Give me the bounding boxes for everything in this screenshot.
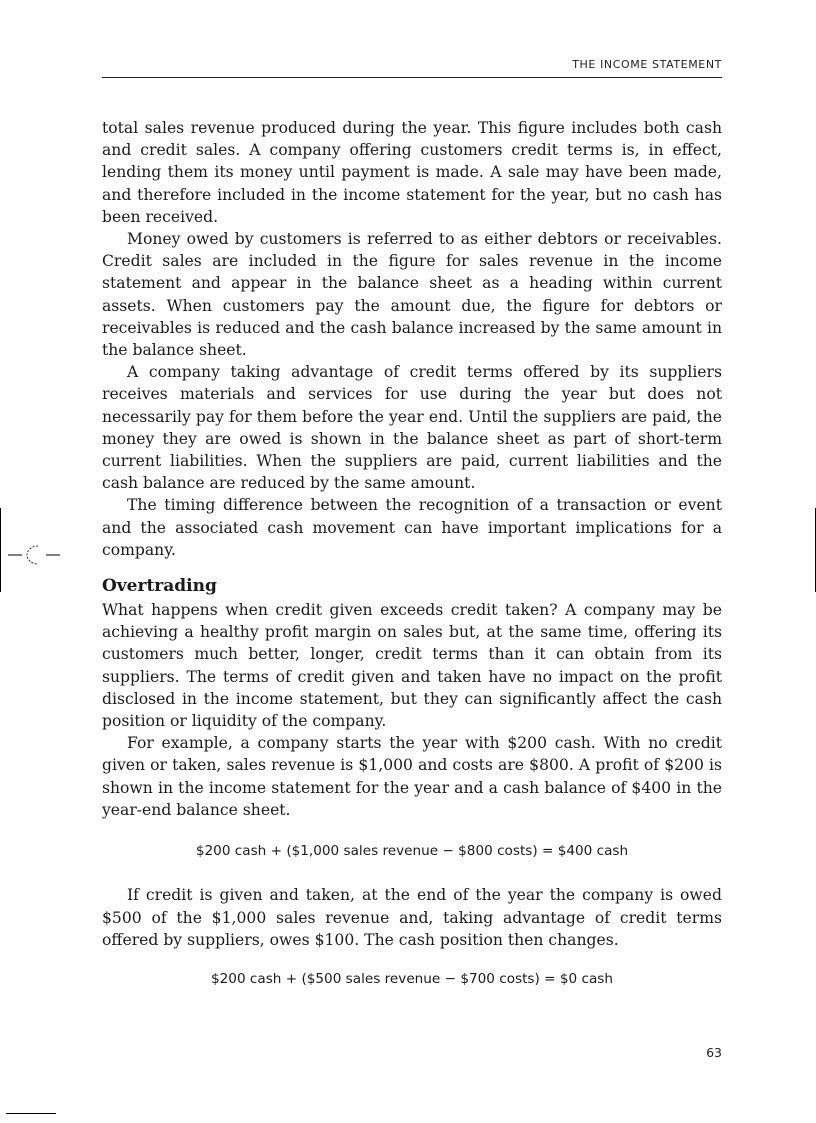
cash-equation: $200 cash + ($1,000 sales revenue − $800 costs) = $400 cash [195, 843, 629, 860]
paragraph: The timing difference between the recognition of a transaction or event and the associated cash movement can have important implications for a company. [102, 496, 722, 559]
paragraph: total sales revenue produced during the year. This figure includes both cash and credit sales. A company offering customers credit terms is, in effect, lending them its money until payment is made. A sale may have been made, and therefore included in the income statement for the year, but no cash has been received. [102, 119, 722, 226]
page-body [102, 117, 722, 990]
running-head: THE INCOME STATEMENT [572, 58, 722, 71]
crop-mark-left [0, 508, 1, 592]
paragraph: A company taking advantage of credit terms offered by its suppliers receives materials and services for use during the year but does not necessarily pay for them before the year end. Until the suppliers are paid, the money they are owed is shown in the balance sheet as part of short-term current liabilities. When the suppliers are paid, current liabilities and the cash balance are reduced by the same amount. [102, 363, 722, 493]
registration-mark-icon [8, 540, 60, 570]
crop-mark-bottom [6, 1113, 56, 1114]
paragraph: Money owed by customers is referred to as either debtors or receivables. Credit sales are included in the figure for sales revenue in the income statement and appear in the balance sheet as a heading within current assets. When customers pay the amount due, the figure for debtors or receivables is reduced and the cash balance increased by the same amount in the balance sheet. [102, 230, 722, 360]
paragraph: For example, a company starts the year with $200 cash. With no credit given or taken, sales revenue is $1,000 and costs are $800. A profit of $200 is shown in the income statement for the year and a cash balance of $400 in the year-end balance sheet. [102, 734, 722, 819]
paragraph: What happens when credit given exceeds credit taken? A company may be achieving a healthy profit margin on sales but, at the same time, offering its customers much better, longer, credit terms than it can obtain from its suppliers. The terms of credit given and taken have no impact on the profit disclosed in the income statement, but they can significantly affect the cash position or liquidity of the company. [102, 601, 722, 731]
page-number: 63 [706, 1045, 722, 1060]
cash-equation: $200 cash + ($500 sales revenue − $700 costs) = $0 cash [211, 970, 613, 987]
paragraph: If credit is given and taken, at the end of the year the company is owed $500 of the $1,000 sales revenue and, taking advantage of credit terms offered by suppliers, owes $100. The cash position then changes. [102, 886, 722, 949]
section-heading: Overtrading [102, 576, 217, 597]
header-rule [102, 77, 722, 78]
